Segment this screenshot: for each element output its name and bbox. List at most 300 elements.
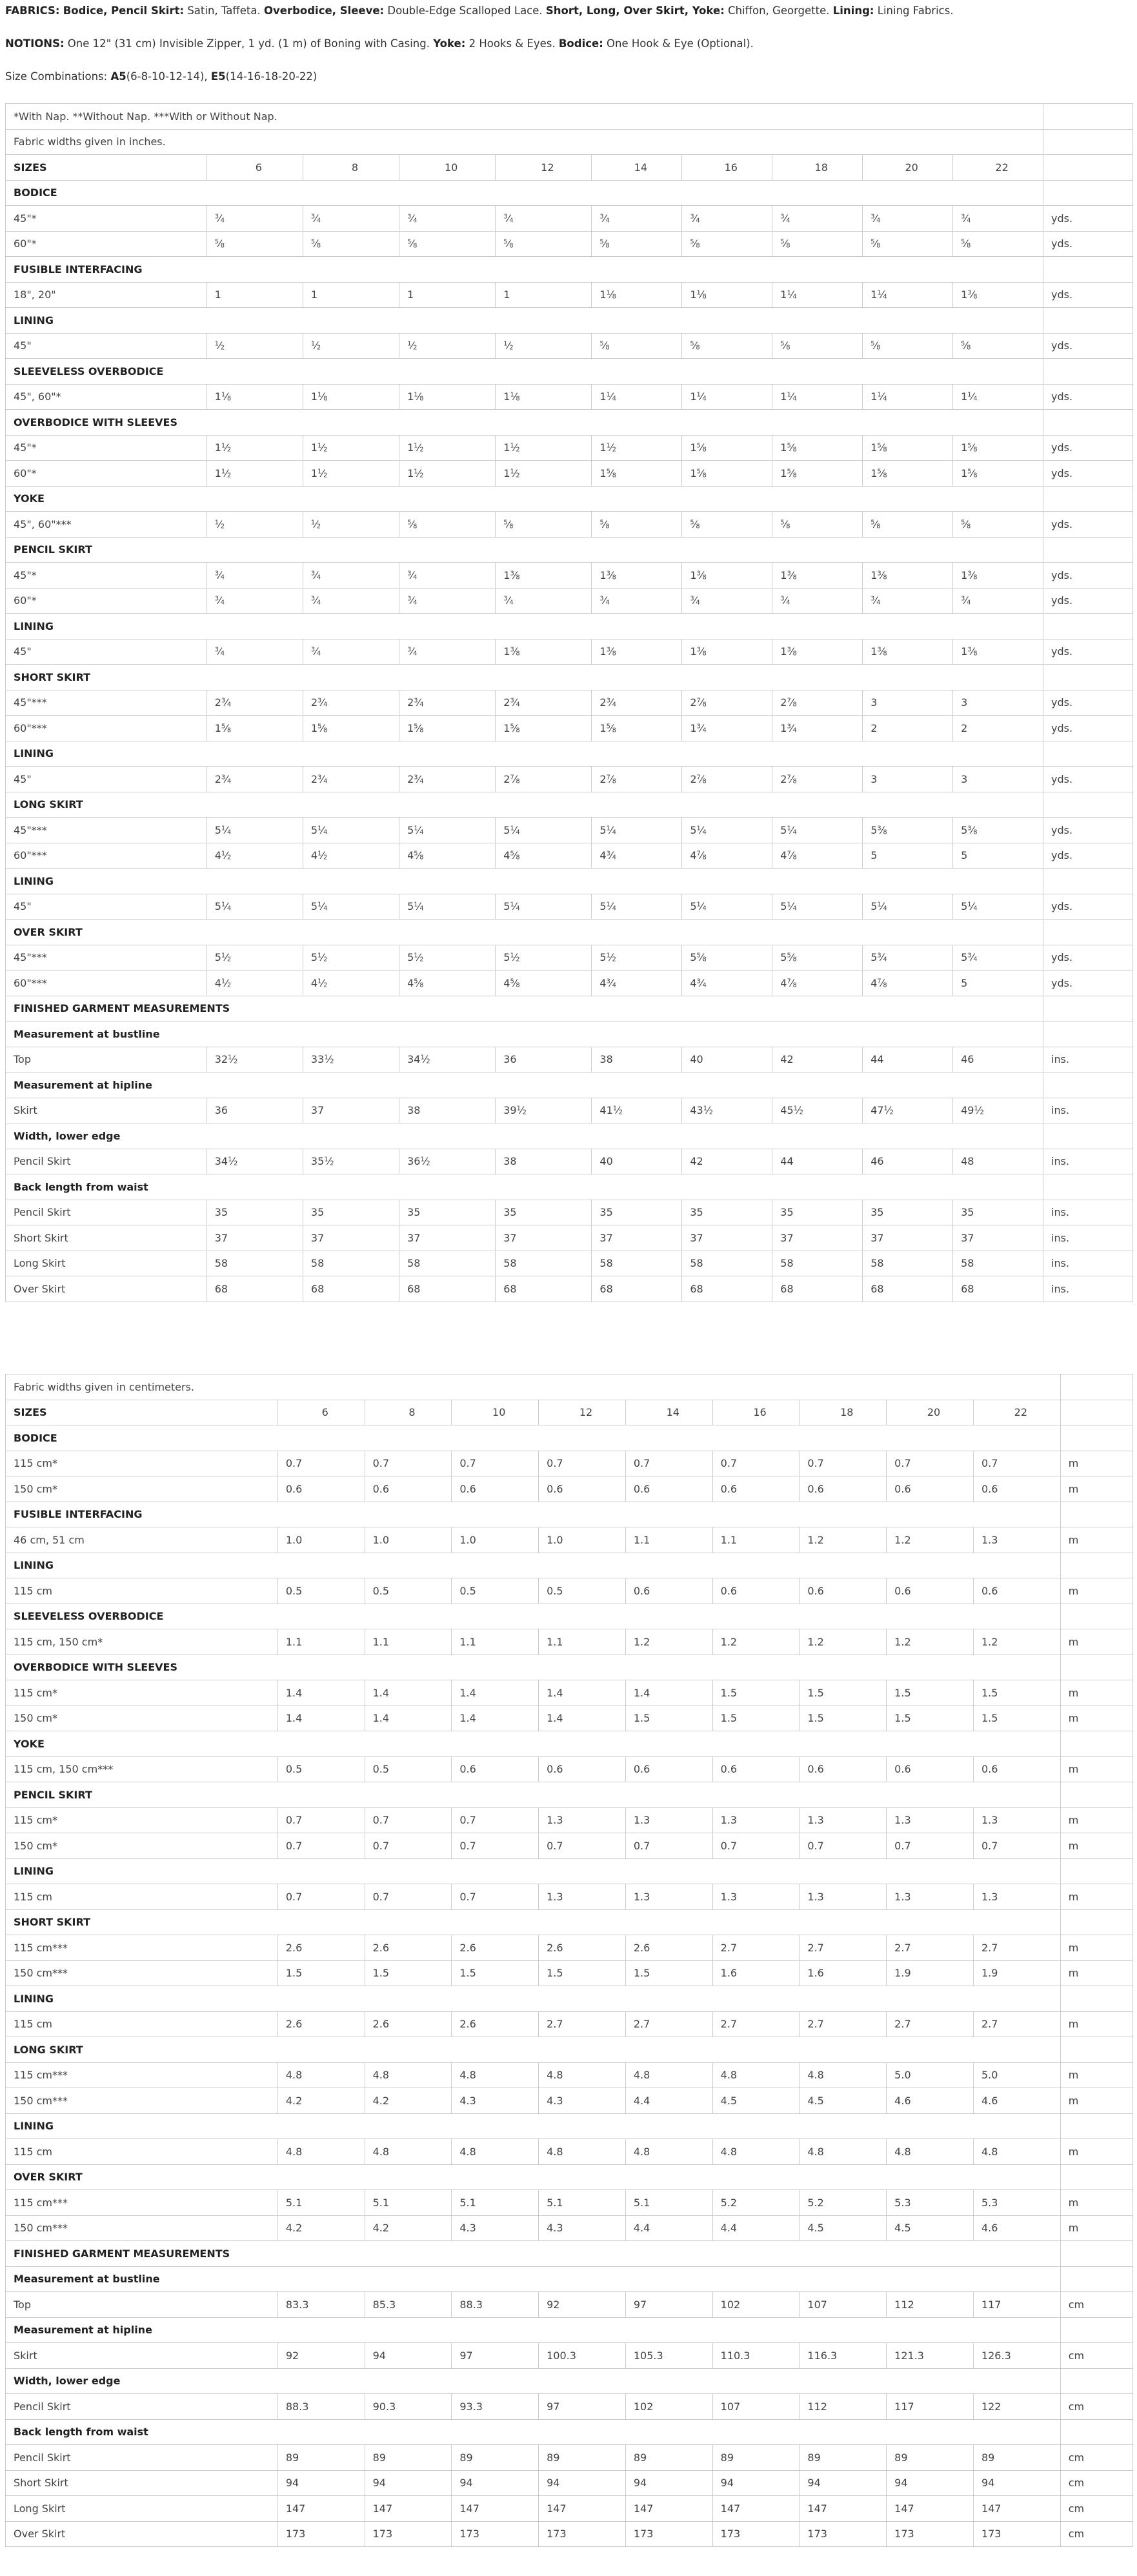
section-header-row [6, 869, 1133, 894]
amount-cell: 1.0 [365, 1527, 452, 1553]
amount-cell: 2.6 [277, 2011, 365, 2037]
section-header: FINISHED GARMENT MEASUREMENTS [6, 2241, 1061, 2267]
amount-cell: 0.7 [452, 1451, 539, 1476]
table-row [6, 894, 1133, 920]
row-label: 45"* [6, 563, 207, 589]
amount-cell: 1.3 [887, 1807, 974, 1833]
amount-cell: $4^5⁄_8$ [399, 971, 496, 996]
text-segment: (14-16-18-20-22) [225, 70, 317, 83]
amount-cell: 44 [863, 1047, 953, 1072]
amount-cell: $1^3⁄_8$ [953, 563, 1043, 589]
amount-cell: 0.7 [625, 1451, 712, 1476]
table-row [6, 1756, 1133, 1782]
empty-cell [1043, 155, 1133, 181]
amount-cell: 2.6 [365, 1935, 452, 1961]
amount-cell: $^1⁄_2$ [303, 512, 399, 538]
amount-cell: 0.7 [277, 1833, 365, 1859]
table-row [6, 2011, 1133, 2037]
empty-cell [1060, 2113, 1132, 2139]
section-header: LINING [6, 614, 1043, 639]
bold-segment: E5 [210, 70, 226, 83]
row-label: 45" [6, 639, 207, 665]
amount-cell: 89 [277, 2445, 365, 2471]
row-label: 60"*** [6, 843, 207, 869]
row-label: 45" [6, 894, 207, 920]
amount-cell: 4.8 [365, 2062, 452, 2088]
note-row [6, 129, 1133, 155]
amount-cell: 0.7 [712, 1451, 800, 1476]
amount-cell: $2^3⁄_4$ [206, 690, 303, 716]
amount-cell: 37 [496, 1225, 592, 1251]
amount-cell: $1^3⁄_8$ [592, 563, 682, 589]
amount-cell: 3 [953, 690, 1043, 716]
amount-cell: 83.3 [277, 2292, 365, 2318]
amount-cell: 68 [682, 1276, 772, 1302]
empty-cell [1043, 104, 1133, 130]
unit-cell: yds. [1043, 512, 1133, 538]
table-row [6, 1276, 1133, 1302]
amount-cell: $49^1⁄_2$ [953, 1098, 1043, 1123]
amount-cell: 1.1 [365, 1629, 452, 1655]
amount-cell: 0.7 [973, 1833, 1060, 1859]
amount-cell: 112 [800, 2394, 887, 2420]
empty-cell [1043, 1123, 1133, 1149]
section-header: OVER SKIRT [6, 2164, 1061, 2190]
amount-cell: 1.2 [800, 1629, 887, 1655]
amount-cell: 0.7 [365, 1451, 452, 1476]
row-label: 18", 20" [6, 282, 207, 308]
amount-cell: $4^3⁄_4$ [592, 971, 682, 996]
section-header: LINING [6, 308, 1043, 334]
table-row [6, 1807, 1133, 1833]
section-header: Back length from waist [6, 2419, 1061, 2445]
row-label: 150 cm*** [6, 2088, 278, 2114]
amount-cell: $1^3⁄_8$ [772, 563, 863, 589]
amount-cell: 1.2 [712, 1629, 800, 1655]
amount-cell: $^5⁄_8$ [953, 333, 1043, 359]
unit-cell: yds. [1043, 716, 1133, 741]
size-combinations-text [110, 70, 317, 83]
amount-cell: 4.3 [539, 2088, 626, 2114]
size-10: 10 [452, 1400, 539, 1425]
amount-cell: $5^1⁄_4$ [303, 818, 399, 843]
amount-cell: 105.3 [625, 2343, 712, 2369]
section-header: LINING [6, 1858, 1061, 1884]
fabrics-text [63, 5, 954, 17]
amount-cell: $35^1⁄_2$ [303, 1149, 399, 1174]
amount-cell: 1.5 [712, 1706, 800, 1731]
section-header-row [6, 2037, 1133, 2063]
amount-cell: $39^1⁄_2$ [496, 1098, 592, 1123]
amount-cell: $2^7⁄_8$ [496, 767, 592, 792]
amount-cell: 35 [863, 1200, 953, 1225]
note-text: Fabric widths given in centimeters. [6, 1374, 1061, 1400]
amount-cell: 1.0 [277, 1527, 365, 1553]
amount-cell: 42 [682, 1149, 772, 1174]
amount-cell: 0.6 [625, 1756, 712, 1782]
amount-cell: 1.4 [539, 1680, 626, 1706]
amount-cell: 173 [452, 2521, 539, 2547]
amount-cell: 0.6 [800, 1476, 887, 1502]
row-label: 150 cm*** [6, 1960, 278, 1986]
amount-cell: 58 [303, 1251, 399, 1276]
amount-cell: 5.1 [452, 2190, 539, 2216]
amount-cell: 58 [863, 1251, 953, 1276]
empty-cell [1060, 1400, 1132, 1425]
amount-cell: $1^3⁄_8$ [682, 563, 772, 589]
section-header: LINING [6, 1553, 1061, 1578]
section-header-row [6, 1909, 1133, 1935]
amount-cell: 4.8 [887, 2139, 974, 2165]
amount-cell: 0.7 [625, 1833, 712, 1859]
amount-cell: 37 [863, 1225, 953, 1251]
amount-cell: 3 [863, 767, 953, 792]
amount-cell: $1^5⁄_8$ [772, 435, 863, 461]
amount-cell: $^3⁄_4$ [682, 206, 772, 232]
amount-cell: 37 [953, 1225, 1043, 1251]
amount-cell: $1^1⁄_2$ [206, 461, 303, 487]
section-header-row [6, 1655, 1133, 1680]
amount-cell: 68 [772, 1276, 863, 1302]
amount-cell: $2^7⁄_8$ [682, 767, 772, 792]
amount-cell: $36^1⁄_2$ [399, 1149, 496, 1174]
amount-cell: 0.6 [625, 1476, 712, 1502]
section-header: LINING [6, 1986, 1061, 2012]
amount-cell: 0.6 [887, 1756, 974, 1782]
size-12: 12 [496, 155, 592, 181]
notions-text [65, 37, 754, 50]
amount-cell: 102 [625, 2394, 712, 2420]
row-label: 115 cm, 150 cm*** [6, 1756, 278, 1782]
amount-cell: $^3⁄_4$ [863, 588, 953, 614]
amount-cell: 38 [592, 1047, 682, 1072]
fabrics-line [5, 4, 954, 18]
amount-cell: 4.5 [712, 2088, 800, 2114]
table-row [6, 945, 1133, 971]
size-8: 8 [303, 155, 399, 181]
unit-cell: m [1060, 1935, 1132, 1961]
amount-cell: $5^1⁄_4$ [496, 894, 592, 920]
unit-cell: m [1060, 1578, 1132, 1604]
unit-cell: yds. [1043, 818, 1133, 843]
amount-cell: $^5⁄_8$ [496, 231, 592, 257]
amount-cell: $^5⁄_8$ [772, 231, 863, 257]
amount-cell: 107 [800, 2292, 887, 2318]
amount-cell: $4^7⁄_8$ [772, 843, 863, 869]
empty-cell [1043, 308, 1133, 334]
note-row [6, 1374, 1133, 1400]
amount-cell: 147 [539, 2496, 626, 2522]
amount-cell: 5 [953, 843, 1043, 869]
amount-cell: $1^5⁄_8$ [953, 435, 1043, 461]
amount-cell: 2.6 [539, 1935, 626, 1961]
amount-cell: 107 [712, 2394, 800, 2420]
unit-cell: ins. [1043, 1276, 1133, 1302]
amount-cell: 2.7 [973, 1935, 1060, 1961]
row-label: 45"* [6, 435, 207, 461]
amount-cell: $1^1⁄_2$ [496, 435, 592, 461]
amount-cell: $2^3⁄_4$ [206, 767, 303, 792]
unit-cell: yds. [1043, 971, 1133, 996]
amount-cell: 1 [303, 282, 399, 308]
section-header: YOKE [6, 486, 1043, 512]
amount-cell: $1^3⁄_8$ [863, 639, 953, 665]
amount-cell: 94 [539, 2470, 626, 2496]
row-label: 60"* [6, 461, 207, 487]
table-row [6, 2496, 1133, 2522]
amount-cell: 68 [863, 1276, 953, 1302]
amount-cell: 4.8 [712, 2139, 800, 2165]
amount-cell: 0.7 [452, 1884, 539, 1910]
empty-cell [1060, 1909, 1132, 1935]
empty-cell [1043, 129, 1133, 155]
table-row [6, 333, 1133, 359]
row-label: Pencil Skirt [6, 2394, 278, 2420]
amount-cell: $1^1⁄_8$ [303, 384, 399, 410]
amount-cell: $4^3⁄_4$ [682, 971, 772, 996]
unit-cell: ins. [1043, 1225, 1133, 1251]
amount-cell: 0.6 [452, 1476, 539, 1502]
amount-cell: 1.9 [887, 1960, 974, 1986]
amount-cell: 35 [206, 1200, 303, 1225]
unit-cell: cm [1060, 2496, 1132, 2522]
amount-cell: $5^5⁄_8$ [772, 945, 863, 971]
amount-cell: $2^3⁄_4$ [303, 690, 399, 716]
amount-cell: $4^1⁄_2$ [303, 843, 399, 869]
unit-cell: ins. [1043, 1098, 1133, 1123]
row-label: Long Skirt [6, 1251, 207, 1276]
section-header-row [6, 1021, 1133, 1047]
amount-cell: 4.2 [277, 2215, 365, 2241]
amount-cell: 35 [303, 1200, 399, 1225]
amount-cell: 0.7 [452, 1807, 539, 1833]
table-row [6, 282, 1133, 308]
sizes-label: SIZES [6, 1400, 278, 1425]
unit-cell: yds. [1043, 461, 1133, 487]
amount-cell: 94 [800, 2470, 887, 2496]
amount-cell: 2.7 [800, 1935, 887, 1961]
amount-cell: 4.8 [277, 2139, 365, 2165]
amount-cell: 1.1 [539, 1629, 626, 1655]
amount-cell: 4.5 [887, 2215, 974, 2241]
table-row [6, 231, 1133, 257]
amount-cell: $1^5⁄_8$ [682, 435, 772, 461]
amount-cell: $^3⁄_4$ [953, 206, 1043, 232]
amount-cell: 1.5 [625, 1960, 712, 1986]
amount-cell: 1.5 [887, 1706, 974, 1731]
amount-cell: 0.5 [452, 1578, 539, 1604]
amount-cell: 1.5 [539, 1960, 626, 1986]
amount-cell: $33^1⁄_2$ [303, 1047, 399, 1072]
amount-cell: 2.7 [539, 2011, 626, 2037]
amount-cell: 0.5 [365, 1578, 452, 1604]
amount-cell: 0.5 [277, 1578, 365, 1604]
amount-cell: 94 [365, 2343, 452, 2369]
amount-cell: 42 [772, 1047, 863, 1072]
amount-cell: 5.1 [277, 2190, 365, 2216]
bold-segment: Yoke: [433, 37, 466, 50]
amount-cell: 4.2 [365, 2088, 452, 2114]
amount-cell: 35 [953, 1200, 1043, 1225]
table-row [6, 1884, 1133, 1910]
amount-cell: $5^1⁄_2$ [399, 945, 496, 971]
amount-cell: 1.0 [539, 1527, 626, 1553]
table-row [6, 2139, 1133, 2165]
amount-cell: 173 [539, 2521, 626, 2547]
amount-cell: $^3⁄_4$ [399, 639, 496, 665]
amount-cell: $1^3⁄_8$ [953, 282, 1043, 308]
amount-cell: 0.7 [365, 1807, 452, 1833]
section-header-row [6, 2113, 1133, 2139]
amount-cell: 122 [973, 2394, 1060, 2420]
amount-cell: 1.4 [365, 1706, 452, 1731]
amount-cell: 90.3 [365, 2394, 452, 2420]
amount-cell: 0.7 [800, 1833, 887, 1859]
amount-cell: $^3⁄_4$ [953, 588, 1043, 614]
amount-cell: $5^1⁄_4$ [206, 894, 303, 920]
amount-cell: $^3⁄_4$ [496, 206, 592, 232]
amount-cell: $1^1⁄_8$ [682, 282, 772, 308]
amount-cell: 4.5 [800, 2215, 887, 2241]
notions-label: NOTIONS: [5, 37, 65, 50]
amount-cell: $4^1⁄_2$ [303, 971, 399, 996]
empty-cell [1043, 257, 1133, 283]
table-row [6, 1476, 1133, 1502]
amount-cell: 1.3 [800, 1884, 887, 1910]
amount-cell: 4.3 [452, 2215, 539, 2241]
amount-cell: $5^1⁄_4$ [682, 818, 772, 843]
unit-cell: m [1060, 1756, 1132, 1782]
amount-cell: 4.3 [539, 2215, 626, 2241]
amount-cell: 4.8 [800, 2139, 887, 2165]
amount-cell: 2 [953, 716, 1043, 741]
row-label: 150 cm* [6, 1833, 278, 1859]
empty-cell [1043, 792, 1133, 818]
empty-cell [1043, 665, 1133, 690]
table-row [6, 1251, 1133, 1276]
amount-cell: 173 [712, 2521, 800, 2547]
amount-cell: 68 [496, 1276, 592, 1302]
amount-cell: 4.2 [365, 2215, 452, 2241]
amount-cell: 0.6 [973, 1476, 1060, 1502]
amount-cell: $1^3⁄_8$ [496, 563, 592, 589]
amount-cell: 121.3 [887, 2343, 974, 2369]
table-row [6, 971, 1133, 996]
table-row [6, 1225, 1133, 1251]
bold-segment: A5 [110, 70, 126, 83]
amount-cell: 94 [365, 2470, 452, 2496]
amount-cell: 1.5 [973, 1680, 1060, 1706]
table-row [6, 818, 1133, 843]
amount-cell: $^5⁄_8$ [863, 333, 953, 359]
section-header-row [6, 486, 1133, 512]
section-header: Back length from waist [6, 1174, 1043, 1200]
amount-cell: 110.3 [712, 2343, 800, 2369]
amount-cell: 35 [399, 1200, 496, 1225]
amount-cell: $34^1⁄_2$ [399, 1047, 496, 1072]
amount-cell: $^3⁄_4$ [206, 639, 303, 665]
amount-cell: $5^1⁄_2$ [496, 945, 592, 971]
unit-cell: yds. [1043, 563, 1133, 589]
unit-cell: m [1060, 1706, 1132, 1731]
amount-cell: 1.4 [539, 1706, 626, 1731]
section-header-row [6, 2317, 1133, 2343]
row-label: Short Skirt [6, 1225, 207, 1251]
amount-cell: 173 [800, 2521, 887, 2547]
amount-cell: 48 [953, 1149, 1043, 1174]
amount-cell: 0.6 [539, 1756, 626, 1782]
table-row [6, 1451, 1133, 1476]
unit-cell: m [1060, 1833, 1132, 1859]
amount-cell: $1^5⁄_8$ [303, 716, 399, 741]
row-label: 115 cm, 150 cm* [6, 1629, 278, 1655]
unit-cell: yds. [1043, 690, 1133, 716]
amount-cell: $^5⁄_8$ [303, 231, 399, 257]
amount-cell: 1.4 [625, 1680, 712, 1706]
amount-cell: 5 [863, 843, 953, 869]
amount-cell: 58 [772, 1251, 863, 1276]
amount-cell: $4^5⁄_8$ [399, 843, 496, 869]
section-header-row [6, 792, 1133, 818]
size-combinations-line [5, 70, 317, 84]
unit-cell: cm [1060, 2470, 1132, 2496]
amount-cell: 117 [973, 2292, 1060, 2318]
row-label: 45"*** [6, 690, 207, 716]
empty-cell [1060, 1374, 1132, 1400]
unit-cell: yds. [1043, 894, 1133, 920]
section-header-row [6, 180, 1133, 206]
amount-cell: $1^3⁄_8$ [496, 639, 592, 665]
amount-cell: $^3⁄_4$ [863, 206, 953, 232]
amount-cell: $1^1⁄_4$ [592, 384, 682, 410]
section-header-row [6, 1986, 1133, 2012]
unit-cell: yds. [1043, 945, 1133, 971]
section-header-row [6, 1502, 1133, 1527]
amount-cell: 4.8 [277, 2062, 365, 2088]
amount-cell: 89 [973, 2445, 1060, 2471]
amount-cell: 89 [712, 2445, 800, 2471]
amount-cell: $^3⁄_4$ [496, 588, 592, 614]
amount-cell: 4.8 [452, 2139, 539, 2165]
unit-cell: m [1060, 1451, 1132, 1476]
row-label: 115 cm [6, 2139, 278, 2165]
amount-cell: 4.4 [625, 2215, 712, 2241]
yardage-chart-inches [5, 103, 1133, 1302]
empty-cell [1060, 2241, 1132, 2267]
section-header: YOKE [6, 1731, 1061, 1757]
table-row [6, 1706, 1133, 1731]
amount-cell: 1 [496, 282, 592, 308]
amount-cell: 1.1 [452, 1629, 539, 1655]
amount-cell: $1^5⁄_8$ [863, 435, 953, 461]
amount-cell: 3 [863, 690, 953, 716]
row-label: 115 cm* [6, 1807, 278, 1833]
amount-cell: 2.7 [887, 2011, 974, 2037]
amount-cell: 1.4 [452, 1706, 539, 1731]
unit-cell: m [1060, 1476, 1132, 1502]
amount-cell: 1.6 [712, 1960, 800, 1986]
amount-cell: 0.6 [277, 1476, 365, 1502]
amount-cell: $5^1⁄_2$ [303, 945, 399, 971]
section-header: Width, lower edge [6, 1123, 1043, 1149]
section-header-row [6, 1731, 1133, 1757]
section-header-row [6, 1072, 1133, 1098]
amount-cell: 0.6 [887, 1476, 974, 1502]
amount-cell: 5.0 [973, 2062, 1060, 2088]
empty-cell [1043, 180, 1133, 206]
size-16: 16 [712, 1400, 800, 1425]
amount-cell: 40 [682, 1047, 772, 1072]
